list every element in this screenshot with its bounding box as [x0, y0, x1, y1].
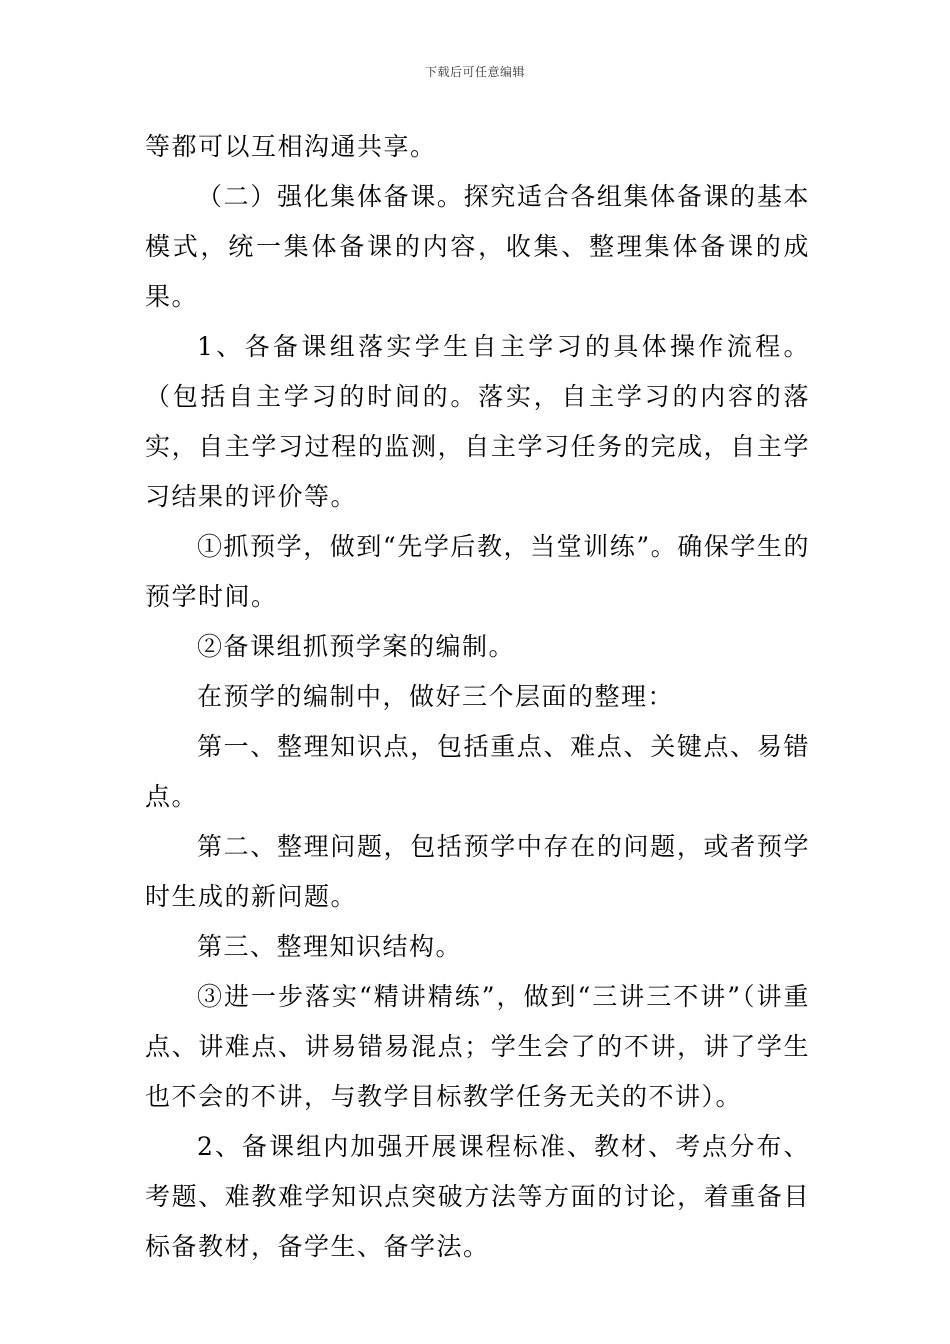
paragraph: 第一、整理知识点，包括重点、难点、关键点、易错点。 [145, 732, 810, 811]
document-body [145, 122, 810, 1272]
paragraph: 第三、整理知识结构。 [197, 932, 463, 961]
page-header: 下载后可任意编辑 [424, 65, 525, 79]
paragraph: （二）强化集体备课。探究适合各组集体备课的基本模式，统一集体备课的内容，收集、整理集体备课的成果。 [145, 182, 810, 311]
paragraph: ②备课组抓预学案的编制。 [197, 632, 516, 661]
paragraph: ③进一步落实“精讲精练”，做到“三讲三不讲”（讲重点、讲难点、讲易错易混点；学生会了的不讲，讲了学生也不会的不讲，与教学目标教学任务无关的不讲）。 [145, 982, 810, 1111]
paragraph: 1、各备课组落实学生自主学习的具体操作流程。（包括自主学习的时间的。落实，自主学习的内容的落实，自主学习过程的监测，自主学习任务的完成，自主学习结果的评价等。 [145, 332, 810, 511]
paragraph: ①抓预学，做到“先学后教，当堂训练”。确保学生的预学时间。 [145, 532, 810, 611]
paragraph: 在预学的编制中，做好三个层面的整理： [197, 682, 675, 711]
paragraph: 等都可以互相沟通共享。 [145, 132, 437, 161]
paragraph: 2、备课组内加强开展课程标准、教材、考点分布、考题、难教难学知识点突破方法等方面的讨论，着重备目标备教材，备学生、备学法。 [145, 1132, 810, 1261]
paragraph: 第二、整理问题，包括预学中存在的问题，或者预学时生成的新问题。 [145, 832, 810, 911]
